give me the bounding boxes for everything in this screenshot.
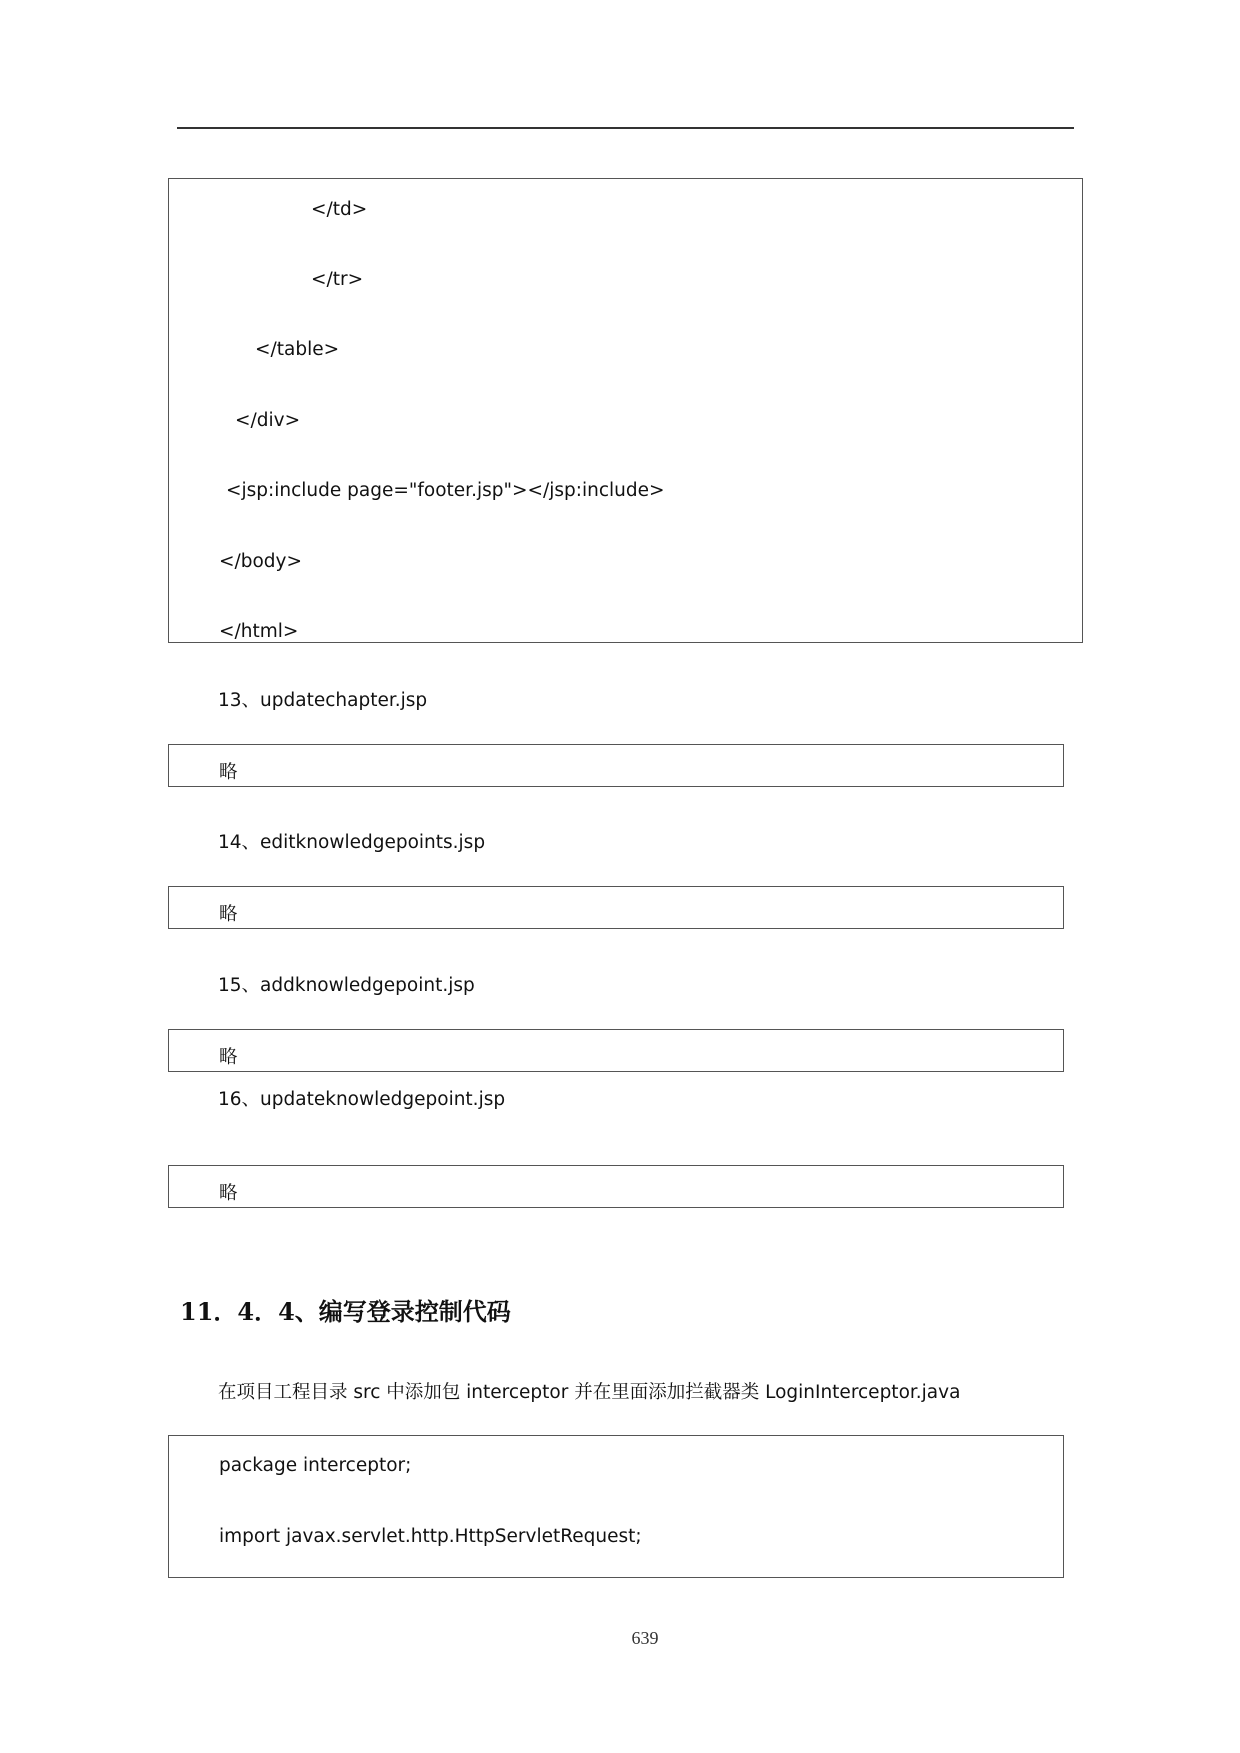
code-line: 略 (219, 1183, 238, 1204)
code-block (168, 1165, 1064, 1208)
section-heading: 11．4．4、编写登录控制代码 (180, 1297, 511, 1326)
code-line: package interceptor; (219, 1455, 412, 1476)
code-block (168, 178, 1083, 643)
paragraph: 在项目工程目录 src 中添加包 interceptor 并在里面添加拦截器类 LoginInterceptor.java (218, 1382, 961, 1403)
item-title: 14、editknowledgepoints.jsp (218, 832, 486, 853)
code-line: </body> (219, 551, 302, 572)
item-title: 13、updatechapter.jsp (218, 690, 428, 711)
code-line: </tr> (311, 269, 364, 290)
code-line: </html> (219, 621, 299, 642)
code-line: </table> (255, 339, 340, 360)
code-block (168, 744, 1064, 787)
code-line: import javax.servlet.http.HttpServletRequest; (219, 1526, 642, 1547)
code-block (168, 1435, 1064, 1578)
header-rule (177, 127, 1074, 129)
item-title: 16、updateknowledgepoint.jsp (218, 1089, 506, 1110)
code-line: <jsp:include page="footer.jsp"></jsp:include> (226, 480, 665, 501)
page-number: 639 (631, 1628, 659, 1648)
code-block (168, 886, 1064, 929)
code-line: 略 (219, 1047, 238, 1068)
code-line: </td> (311, 199, 368, 220)
item-title: 15、addknowledgepoint.jsp (218, 975, 475, 996)
code-block (168, 1029, 1064, 1072)
code-line: 略 (219, 762, 238, 783)
code-line: 略 (219, 904, 238, 925)
code-line: </div> (235, 410, 301, 431)
